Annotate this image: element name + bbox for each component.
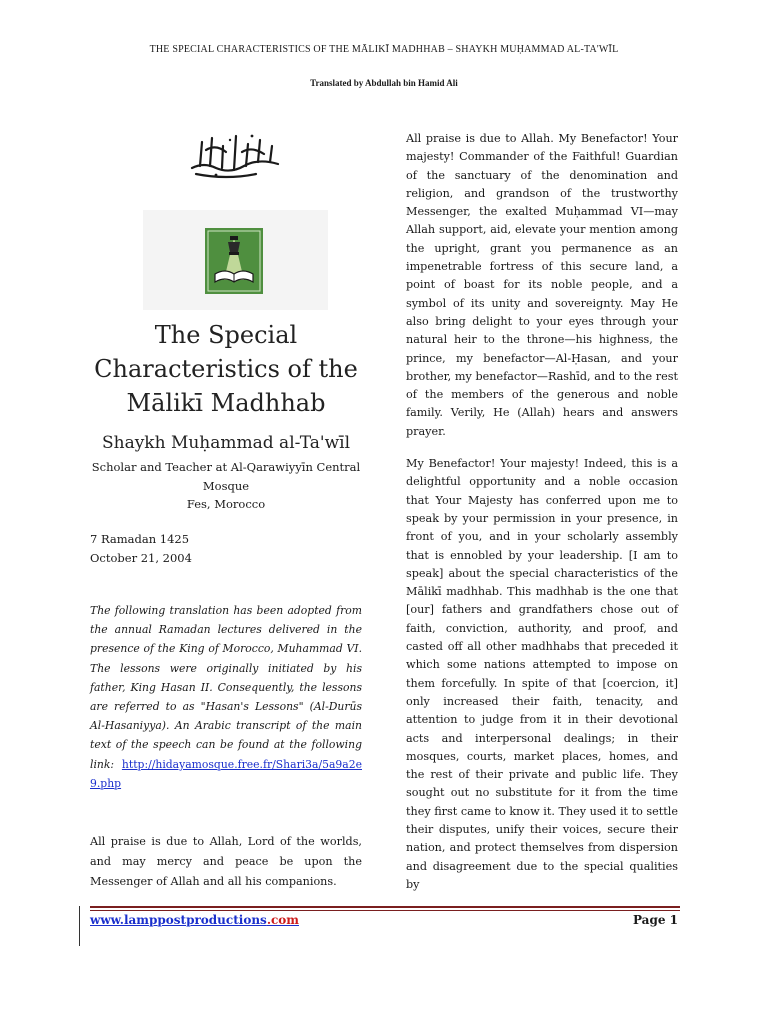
website-link[interactable] — [90, 913, 299, 927]
translation-note-text: The following translation has been adopted from the annual Ramadan lectures delivered in the presence of the King of Morocco, Muhammad VI. The lessons were originally initiated by his father, King Hasan II. Consequently, the lessons are referred to as "Hasan's Lessons" (Al-Durūs Al-Hasaniyya). An Arabic transcript of the main text of the speech can be found at the following link: — [90, 604, 362, 771]
footer-rule — [90, 906, 680, 908]
footer-rule-thin — [90, 910, 680, 911]
lamp-and-book-logo-icon — [205, 228, 263, 294]
speech-paragraph: All praise is due to Allah. My Benefactor! Your majesty! Commander of the Faithful! Guardian of the sanctuary of the denomination and religion, and grandson of the trustworthy Messenger, the exalted Muḥammad VI—may Allah support, aid, elevate your mention among the upright, grant you permanence as an impenetrable fortress of this secure land, a point of boast for its noble people, and a symbol of its unity and sovereignty. May He also bring delight to your eyes through your natural heir to the throne—his highness, the prince, my benefactor—Al-Ḥasan, and your brother, my benefactor—Rashīd, and to the rest of the members of the generous and noble family. Verily, He (Allah) hears and answers prayer. — [406, 132, 678, 438]
date-gregorian: October 21, 2004 — [90, 551, 192, 565]
date-hijri: 7 Ramadan 1425 — [90, 532, 190, 546]
running-header-title: THE SPECIAL CHARACTERISTICS OF THE MĀLIKĪ MADHHAB – SHAYKH MUḤAMMAD AL-TA'WĪL — [149, 44, 619, 55]
speech-body — [406, 130, 678, 908]
author-name: Shaykh Muḥammad al-Ta'wīl — [101, 433, 351, 453]
title-line: The Special — [154, 321, 298, 349]
title-line: Mālikī Madhhab — [126, 389, 326, 417]
translator-credit: Translated by Abdullah bin Hamid Ali — [310, 78, 458, 88]
website-link-main: www.lamppostproductions — [90, 913, 267, 927]
opening-praise: All praise is due to Allah, Lord of the worlds, and may mercy and peace be upon the Messenger of Allah and all his companions. — [90, 835, 362, 888]
author-location: Fes, Morocco — [186, 497, 266, 511]
translation-note — [90, 601, 362, 793]
footer-divider-vertical — [79, 906, 80, 946]
lecture-date — [90, 530, 362, 568]
website-link-tld: .com — [266, 913, 299, 927]
document-title — [90, 318, 362, 420]
speech-paragraph: My Benefactor! Your majesty! Indeed, this is a delightful opportunity and a noble occasion that Your Majesty has conferred upon me to speak by your permission in your presence, in front of you, and in your scholarly assembly that is ennobled by your leadership. [I am to speak] about the special characteristics of the Mālikī madhhab. This madhhab is the one that [our] fathers and grandfathers chose out of faith, conviction, authority, and proof, and casted off all other madhhabs that preceded it which some nations attempted to impose on them forcefully. In spite of that [coercion, it] only increased their faith, tenacity, and attention to judge from it in their devotional acts and interpersonal dealings; in their mosques, courts, market places, homes, and the rest of their private and public life. They sought out no substitute for it from the time they first came to know it. They used it to settle their disputes, unify their voices, secure their nation, and protect themselves from dispersion and disagreement due to the special qualities by — [406, 457, 678, 891]
page-number: Page 1 — [632, 913, 678, 927]
basmala-calligraphy-icon — [186, 128, 286, 180]
author-position: Scholar and Teacher at Al-Qarawiyyīn Central Mosque — [91, 460, 361, 493]
arabic-transcript-link[interactable]: http://hidayamosque.free.fr/Shari3a/5a9a2e9.php — [90, 757, 362, 790]
title-line: Characteristics of the — [94, 355, 358, 383]
